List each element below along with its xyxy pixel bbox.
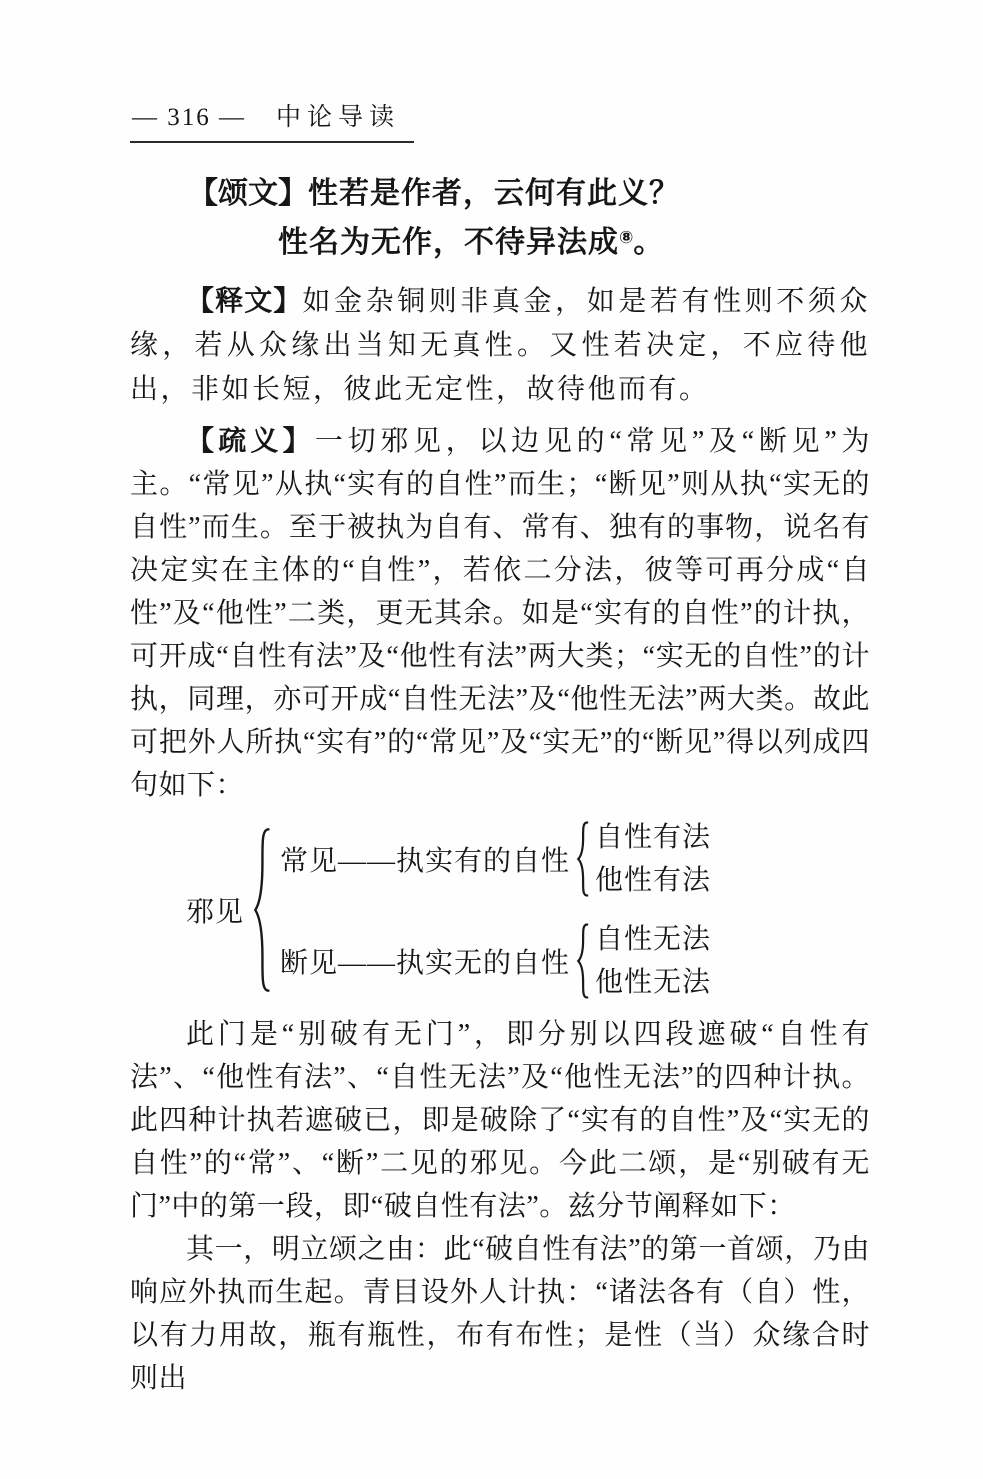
small-brace-icon — [576, 923, 591, 999]
shiwen-text: 如金杂铜则非真金，如是若有性则不须众缘，若从众缘出当知无真性。又性若决定，不应待他出，非如长短，彼此无定性，故待他而有。 — [130, 286, 870, 405]
shiwen-label: 【释文】 — [186, 285, 303, 316]
diagram-branch-duanjian — [280, 923, 711, 999]
verse-block — [130, 169, 870, 267]
page-number: — 316 — — [132, 104, 246, 131]
gate-paragraph: 此门是“别破有无门”，即分别以四段遮破“自性有法”、“他性有法”、“自性无法”及“他性无法”的四种计执。此四种计执若遮破已，即是破除了“实有的自性”及“实无的自性”的“常”、“断”二见的邪见。今此二颂，是“别破有无门”中的第一段，即“破自性有法”。兹分节阐释如下： — [130, 1019, 870, 1222]
leaf-item: 他性有法 — [595, 864, 712, 896]
shuyi-paragraph — [130, 419, 870, 807]
first-section-paragraph: 其一，明立颂之由：此“破自性有法”的第一首颂，乃由响应外执而生起。青目设外人计执：“诸法各有（自）性，以有力用故，瓶有瓶性，布有布性；是性（当）众缘合时则出 — [130, 1234, 870, 1394]
leaf-item: 他性无法 — [595, 966, 712, 998]
verse-line-2-period: 。 — [633, 226, 665, 259]
small-brace-icon — [576, 821, 591, 897]
verse-line-2-text: 性名为无作，不待异法成 — [278, 226, 619, 259]
classification-diagram — [186, 821, 870, 999]
verse-line-1-text: 性若是作者，云何有此义？ — [308, 177, 680, 210]
verse-line-1 — [130, 169, 870, 218]
diagram-branch-changjian — [280, 821, 711, 897]
shuyi-text: 一切邪见，以边见的“常见”及“断见”为主。“常见”从执“实有的自性”而生；“断见”则从执“实无的自性”而生。至于被执为自有、常有、独有的事物，说名有决定实在主体的“自性”，若依二分法，彼等可再分成“自性”及“他性”二类，更无其余。如是“实有的自性”的计执，可开成“自性有法”及“他性有法”两大类；“实无的自性”的计执，同理，亦可开成“自性无法”及“他性无法”两大类。故此可把外人所执“实有”的“常见”及“实无”的“断见”得以列成四句如下： — [130, 426, 870, 801]
page-header — [130, 104, 414, 143]
leaf-item: 自性有法 — [595, 821, 712, 853]
book-title: 中论导读 — [276, 104, 401, 131]
branch-leaves — [595, 823, 711, 896]
shuyi-label: 【疏义】 — [186, 425, 315, 456]
diagram-root-label: 邪见 — [186, 897, 245, 928]
branch-leaves — [595, 925, 711, 998]
verse-label: 【颂文】 — [188, 177, 308, 210]
leaf-item: 自性无法 — [595, 923, 712, 955]
branch-label: 断见——执实无的自性 — [280, 948, 571, 979]
big-brace-icon — [252, 826, 274, 994]
diagram-branches — [280, 821, 711, 999]
verse-line-2 — [130, 218, 870, 267]
footnote-marker: ⑧ — [619, 228, 634, 247]
shiwen-paragraph — [130, 279, 870, 412]
branch-label: 常见——执实有的自性 — [280, 846, 571, 877]
